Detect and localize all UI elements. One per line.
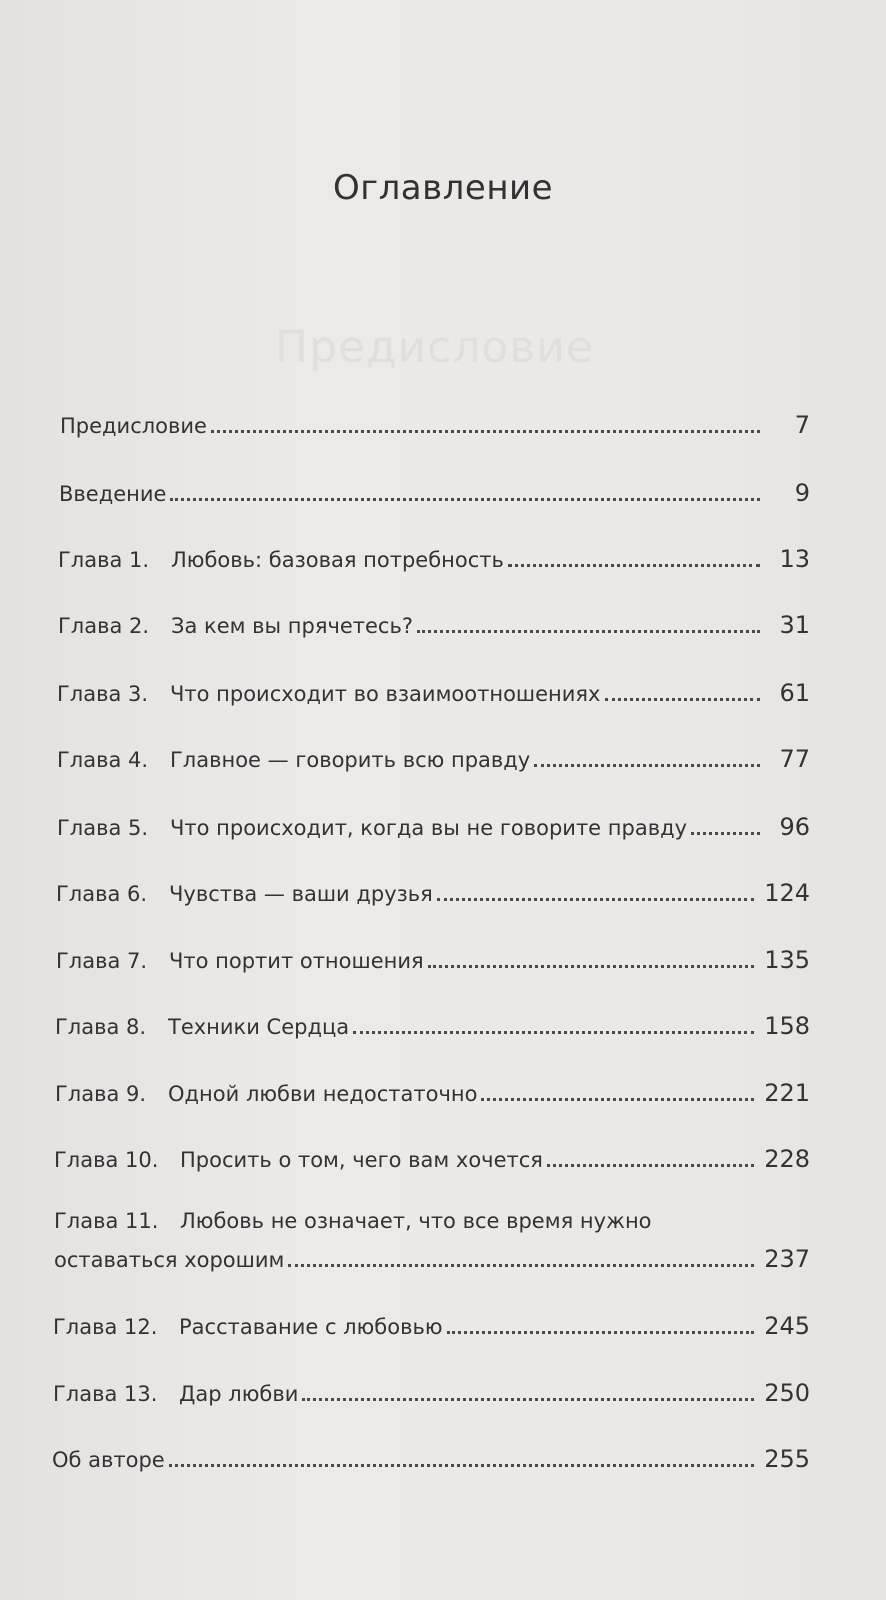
toc-entry-title: Дар любви (179, 1382, 299, 1406)
toc-entry-chapter-10 (54, 1146, 810, 1173)
toc-entry-chapter-9 (55, 1080, 810, 1107)
toc-entry-chapter-11-line-1 (54, 1208, 810, 1234)
toc-entry-title: Главное — говорить всю правду (170, 748, 531, 772)
toc-chapter-number: Глава 6. (56, 882, 148, 906)
toc-entry-title: Что портит отношения (169, 949, 424, 973)
toc-chapter-number: Глава 13. (53, 1382, 158, 1406)
toc-entry-chapter-2 (58, 612, 810, 639)
dot-leader (302, 1398, 754, 1401)
toc-chapter-number: Глава 10. (54, 1148, 159, 1172)
toc-chapter-number: Глава 5. (57, 816, 149, 840)
toc-chapter-number: Глава 2. (58, 614, 150, 638)
toc-page-number: 77 (779, 745, 810, 773)
toc-entry-chapter-6 (56, 880, 810, 907)
toc-entry-title: Что происходит во взаимоотношениях (170, 682, 601, 706)
dot-leader (428, 965, 755, 968)
toc-chapter-number: Глава 7. (56, 949, 148, 973)
toc-entry-chapter-8 (55, 1013, 810, 1040)
dot-leader (211, 430, 760, 433)
toc-entry-title: Введение (59, 482, 167, 506)
toc-page-number: 228 (764, 1145, 810, 1173)
dot-leader (437, 898, 754, 901)
toc-chapter-number: Глава 9. (55, 1082, 147, 1106)
toc-page-number: 31 (779, 611, 810, 639)
toc-chapter-number: Глава 11. (54, 1209, 159, 1233)
dot-leader (508, 564, 760, 567)
toc-entry-title: За кем вы прячетесь? (171, 614, 414, 638)
dot-leader (605, 698, 761, 701)
toc-page-number: 245 (764, 1312, 810, 1340)
dot-leader (170, 498, 760, 501)
toc-page-number: 237 (764, 1245, 810, 1273)
toc-page-number: 96 (779, 813, 810, 841)
toc-page-number: 135 (764, 946, 810, 974)
toc-page-number: 255 (764, 1445, 810, 1473)
toc-entry-chapter-12 (53, 1313, 810, 1340)
toc-page-number: 124 (764, 879, 810, 907)
dot-leader (417, 630, 760, 633)
toc-page-number: 13 (779, 545, 810, 573)
dot-leader (447, 1331, 755, 1334)
toc-page-number: 7 (794, 411, 810, 439)
toc-entry-about-author (52, 1446, 810, 1473)
toc-chapter-number: Глава 12. (53, 1315, 158, 1339)
page-title: Оглавление (332, 168, 554, 208)
toc-page-number: 221 (764, 1079, 810, 1107)
toc-entry-title: Предисловие (60, 414, 207, 438)
toc-page-number: 158 (764, 1012, 810, 1040)
toc-entry-chapter-3 (57, 680, 810, 707)
toc-chapter-number: Глава 4. (57, 748, 149, 772)
toc-entry-introduction (59, 480, 810, 507)
toc-entry-chapter-5 (57, 814, 810, 841)
toc-entry-title: Одной любви недостаточно (168, 1082, 478, 1106)
dot-leader (547, 1164, 754, 1167)
toc-entry-chapter-11-line-2 (54, 1246, 810, 1273)
toc-chapter-number: Глава 1. (58, 548, 150, 572)
show-through-text: Предисловие (275, 322, 594, 373)
toc-entry-title: Техники Сердца (168, 1015, 350, 1039)
dot-leader (481, 1098, 754, 1101)
dot-leader (288, 1264, 754, 1267)
toc-entry-chapter-7 (56, 947, 810, 974)
toc-entry-title: Просить о том, чего вам хочется (180, 1148, 543, 1172)
toc-page-number: 61 (779, 679, 810, 707)
toc-chapter-number: Глава 8. (55, 1015, 147, 1039)
toc-chapter-number: Глава 3. (57, 682, 149, 706)
toc-entry-title: Что происходит, когда вы не говорите правду (170, 816, 688, 840)
dot-leader (691, 832, 760, 835)
dot-leader (534, 764, 760, 767)
toc-entry-title: Любовь не означает, что все время нужно (180, 1209, 652, 1233)
toc-entry-chapter-1 (58, 546, 810, 573)
toc-entry-title: Расставание с любовью (179, 1315, 443, 1339)
toc-entry-chapter-13 (53, 1380, 810, 1407)
dot-leader (169, 1464, 754, 1467)
dot-leader (353, 1031, 754, 1034)
toc-page-number: 9 (794, 479, 810, 507)
toc-entry-title: Об авторе (52, 1448, 165, 1472)
toc-entry-title: Любовь: базовая потребность (171, 548, 504, 572)
toc-page-number: 250 (764, 1379, 810, 1407)
toc-entry-foreword (60, 412, 810, 439)
toc-entry-chapter-4 (57, 746, 810, 773)
toc-entry-title: Чувства — ваши друзья (169, 882, 433, 906)
toc-entry-title-continued: оставаться хорошим (54, 1248, 285, 1272)
